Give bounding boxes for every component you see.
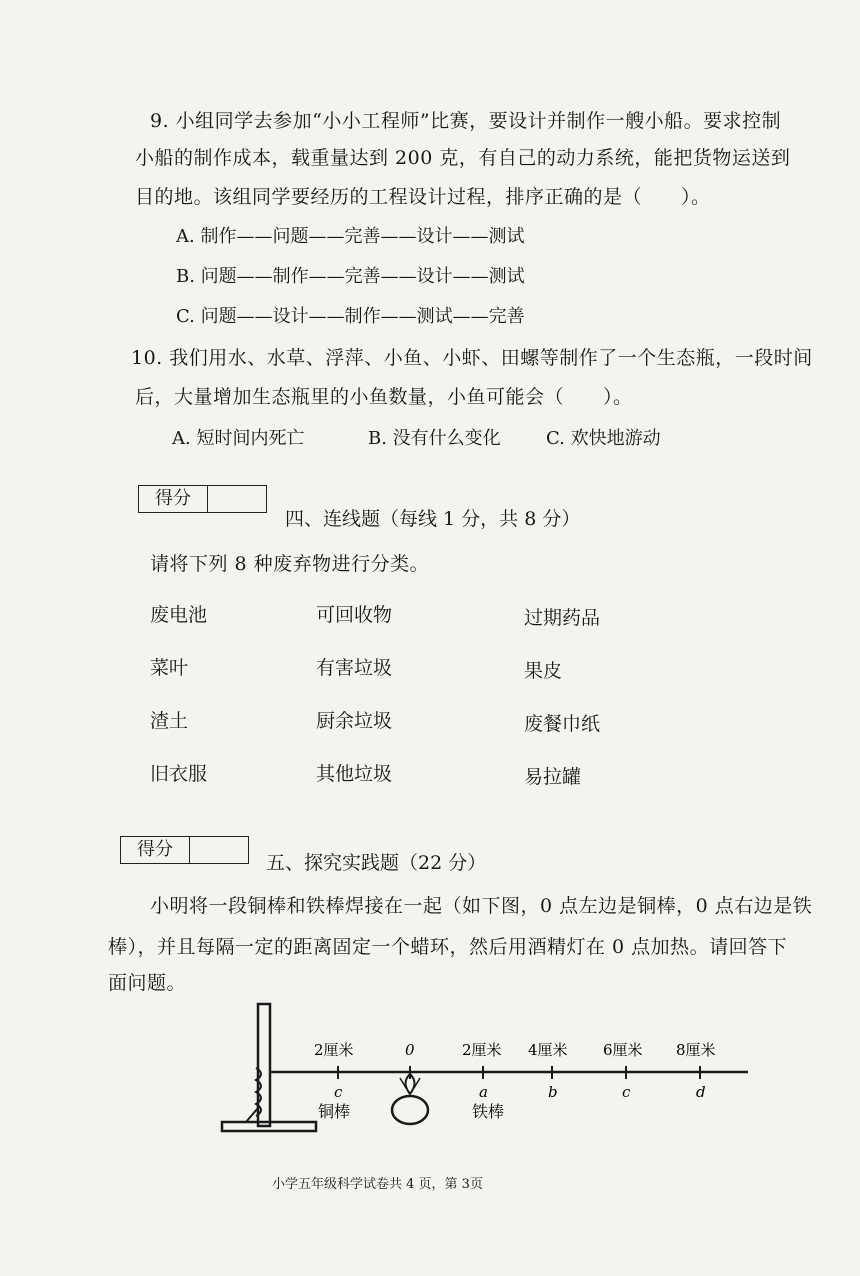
q9-line-2: 小船的制作成本，载重量达到 200 克，有自己的动力系统，能把货物运送到 xyxy=(135,147,791,169)
q9-option-a: A. 制作——问题——完善——设计——测试 xyxy=(176,226,525,247)
q9-option-b: B. 问题——制作——完善——设计——测试 xyxy=(176,266,525,287)
section5-para-line-1: 小明将一段铜棒和铁棒焊接在一起（如下图，0 点左边是铜棒，0 点右边是铁 xyxy=(150,895,813,917)
page-footer: 小学五年级科学试卷共 4 页，第 3页 xyxy=(272,1177,483,1192)
section5-para-line-3: 面问题。 xyxy=(108,972,187,994)
section4-score-blank xyxy=(208,486,266,512)
distance-label-left-2cm: 2厘米 xyxy=(314,1041,354,1059)
q9-line-3: 目的地。该组同学要经历的工程设计过程，排序正确的是（ ）。 xyxy=(135,186,711,208)
q10-line-2: 后，大量增加生态瓶里的小鱼数量，小鱼可能会（ ）。 xyxy=(135,386,633,408)
waste-item-8: 易拉罐 xyxy=(524,766,582,788)
distance-label-8cm: 8厘米 xyxy=(676,1041,716,1059)
section4-instruction: 请将下列 8 种废弃物进行分类。 xyxy=(150,553,430,575)
point-label-a: a xyxy=(479,1083,488,1101)
section4-heading: 四、连线题（每线 1 分，共 8 分） xyxy=(285,508,581,530)
alcohol-lamp-body xyxy=(392,1096,428,1124)
section5-para-line-2: 棒），并且每隔一定的距离固定一个蜡环，然后用酒精灯在 0 点加热。请回答下 xyxy=(108,936,788,958)
category-1: 可回收物 xyxy=(316,604,393,626)
section5-score-label: 得分 xyxy=(121,837,190,863)
point-label-c-right: c xyxy=(622,1083,631,1101)
q10-line-1: 10. 我们用水、水草、浮萍、小鱼、小虾、田螺等制作了一个生态瓶，一段时间 xyxy=(131,347,813,369)
point-label-c-left: c xyxy=(334,1083,343,1101)
category-4: 其他垃圾 xyxy=(316,763,393,785)
distance-label-zero: 0 xyxy=(405,1041,415,1059)
q10-option-a: A. 短时间内死亡 xyxy=(172,428,305,449)
section4-score-label: 得分 xyxy=(139,486,208,512)
stand-base xyxy=(222,1122,316,1131)
distance-label-right-2cm: 2厘米 xyxy=(462,1041,502,1059)
section5-score-box xyxy=(120,836,249,864)
iron-rod-label: 铁棒 xyxy=(472,1102,505,1121)
waste-item-3: 渣土 xyxy=(150,710,189,732)
waste-item-7: 废餐巾纸 xyxy=(524,713,601,735)
distance-label-6cm: 6厘米 xyxy=(603,1041,643,1059)
point-label-d: d xyxy=(696,1083,706,1101)
alcohol-lamp-flame xyxy=(406,1074,415,1094)
q9-option-c: C. 问题——设计——制作——测试——完善 xyxy=(176,306,525,327)
waste-item-1: 废电池 xyxy=(150,604,208,626)
q9-line-1: 9. 小组同学去参加“小小工程师”比赛，要设计并制作一艘小船。要求控制 xyxy=(150,110,782,132)
flame-lines xyxy=(400,1078,420,1088)
stand-pole xyxy=(258,1004,270,1126)
copper-rod-label: 铜棒 xyxy=(318,1102,351,1121)
section5-heading: 五、探究实践题（22 分） xyxy=(266,852,487,874)
q10-option-c: C. 欢快地游动 xyxy=(546,428,661,449)
section5-score-blank xyxy=(190,837,248,863)
waste-item-4: 旧衣服 xyxy=(150,763,208,785)
clamp-coil xyxy=(256,1068,261,1116)
waste-item-6: 果皮 xyxy=(524,660,563,682)
category-2: 有害垃圾 xyxy=(316,657,393,679)
waste-item-5: 过期药品 xyxy=(524,607,601,629)
waste-item-2: 菜叶 xyxy=(150,657,189,679)
stand-brace xyxy=(246,1108,258,1122)
point-label-b: b xyxy=(548,1083,558,1101)
distance-label-4cm: 4厘米 xyxy=(528,1041,568,1059)
q10-option-b: B. 没有什么变化 xyxy=(368,428,501,449)
category-3: 厨余垃圾 xyxy=(316,710,393,732)
section4-score-box xyxy=(138,485,267,513)
